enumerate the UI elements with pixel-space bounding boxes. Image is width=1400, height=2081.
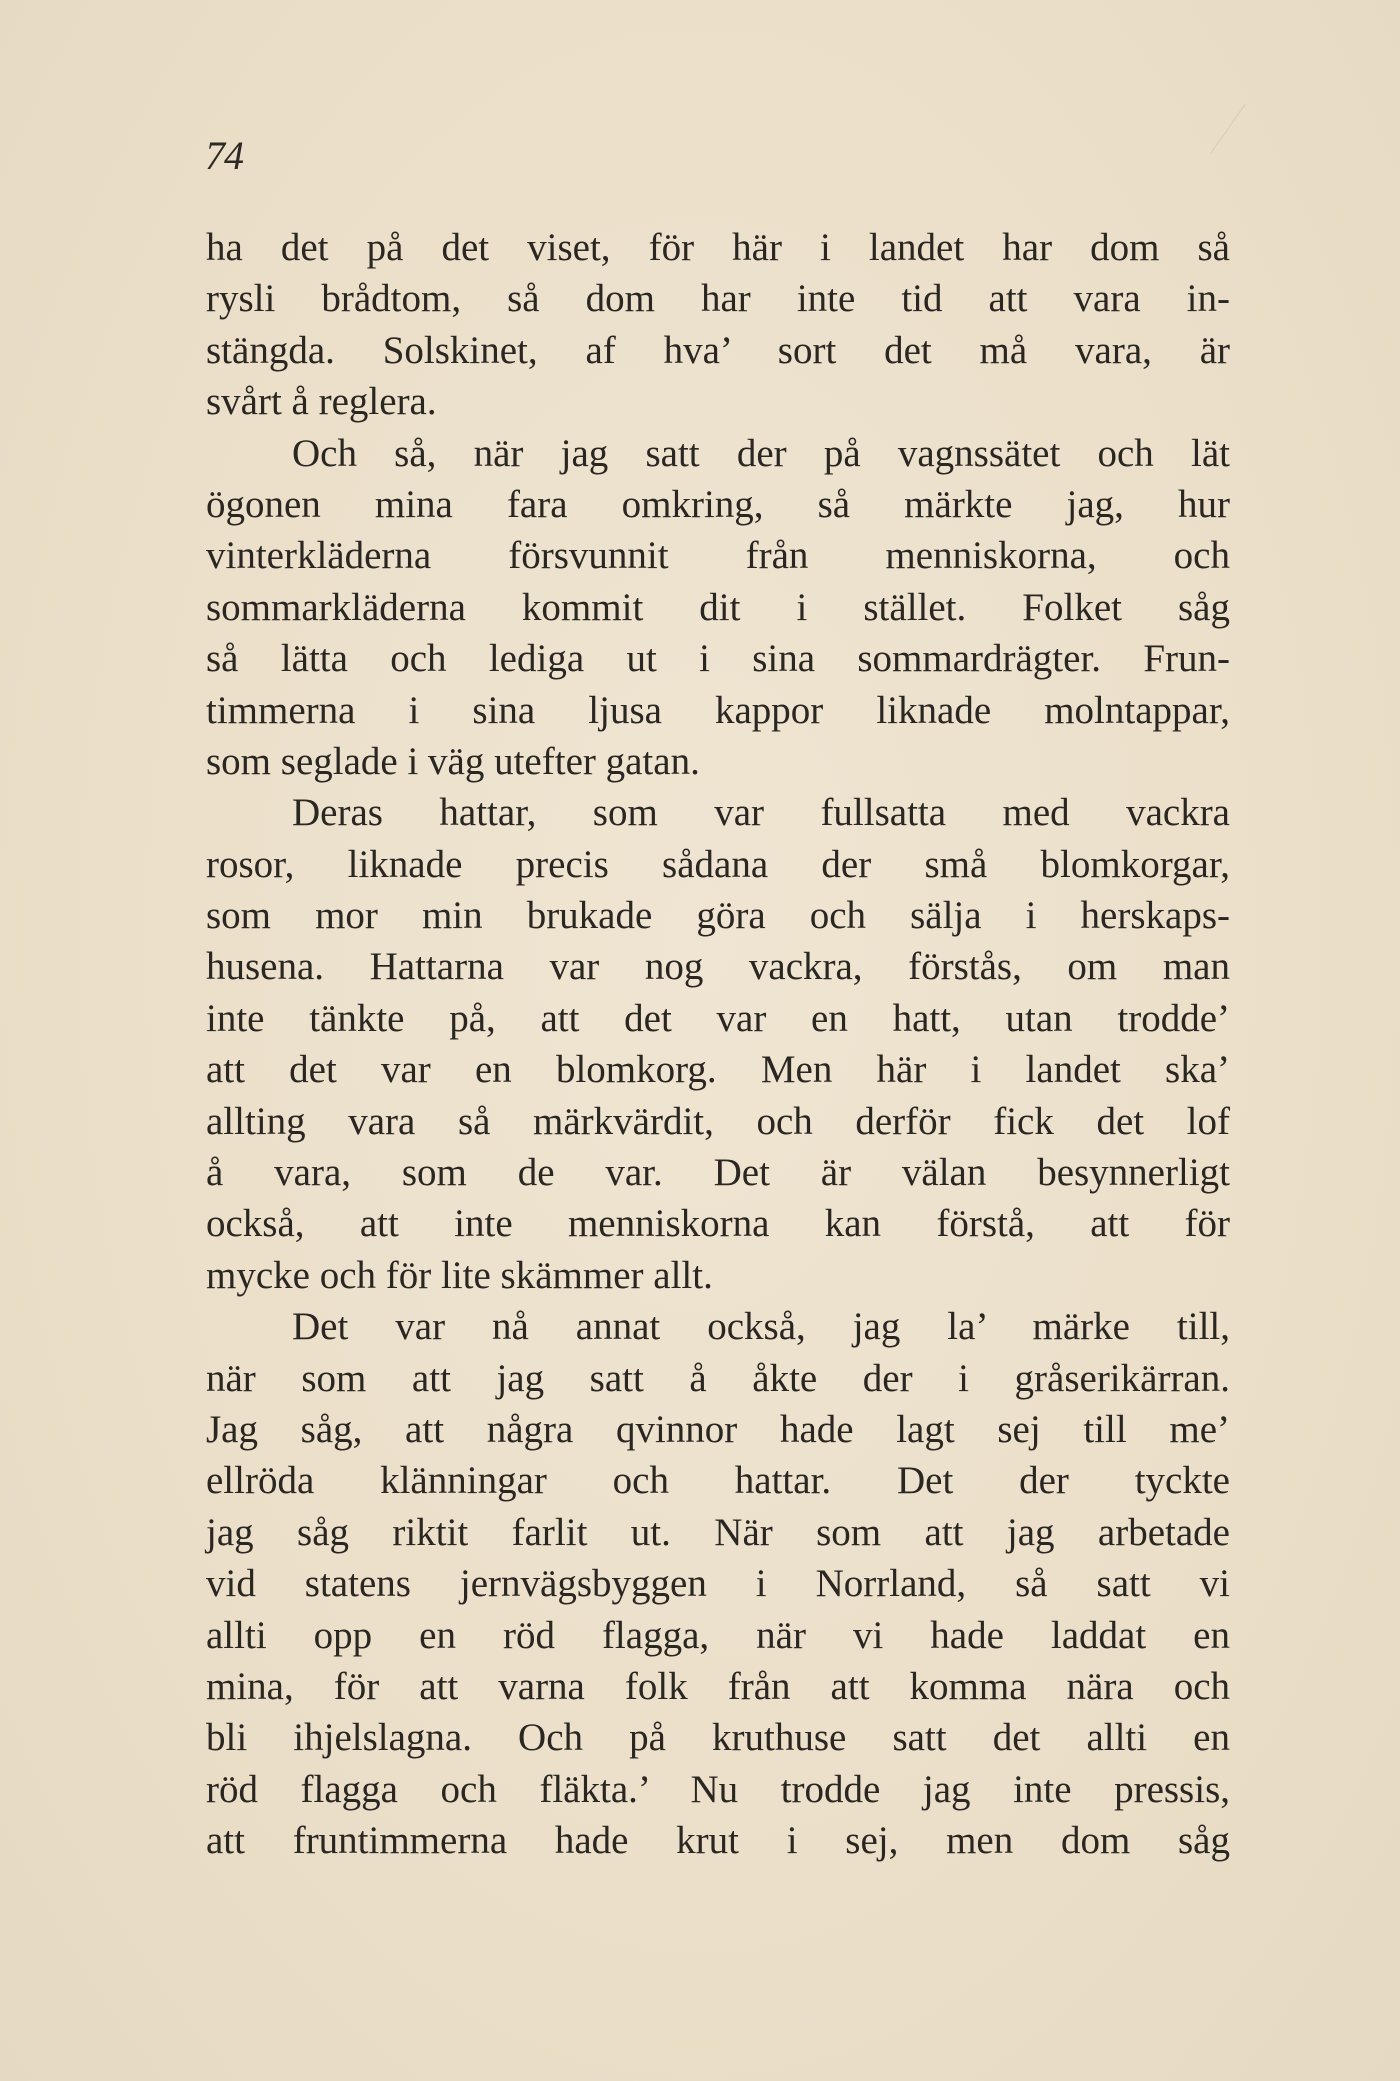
- text-line: ögonen mina fara omkring, så märkte jag, hur: [206, 482, 1230, 526]
- text-line: allting vara så märkvärdit, och derför fick det lof: [206, 1099, 1230, 1143]
- text-line: att det var en blomkorg. Men här i landet ska’: [206, 1048, 1230, 1092]
- text-line: stängda. Solskinet, af hva’ sort det må vara, är: [206, 328, 1230, 372]
- text-line: inte tänkte på, att det var en hatt, utan trodde’: [206, 996, 1230, 1040]
- text-line: rosor, liknade precis sådana der små blomkorgar,: [206, 842, 1230, 886]
- text-line: också, att inte menniskorna kan förstå, att för: [206, 1202, 1230, 1246]
- text-line: jag såg riktit farlit ut. När som att jag arbetade: [206, 1510, 1230, 1554]
- text-line: Det var nå annat också, jag la’ märke till,: [292, 1305, 1230, 1349]
- text-line: sommarkläderna kommit dit i stället. Folket såg: [206, 585, 1230, 629]
- text-line: ha det på det viset, för här i landet har dom så: [206, 226, 1230, 269]
- text-line: så lätta och lediga ut i sina sommardrägter. Frun-: [206, 637, 1230, 681]
- text-line: å vara, som de var. Det är välan besynnerligt: [206, 1151, 1230, 1195]
- text-line: allti opp en röd flagga, när vi hade laddat en: [206, 1613, 1230, 1657]
- text-line: vinterkläderna försvunnit från menniskorna, och: [206, 534, 1230, 578]
- text-line: rysli brådtom, så dom har inte tid att vara in-: [206, 277, 1230, 321]
- text-line: mina, för att varna folk från att komma nära och: [206, 1664, 1230, 1708]
- page-number: 74: [205, 133, 243, 178]
- text-line: vid statens jernvägsbyggen i Norrland, så satt vi: [206, 1562, 1230, 1606]
- text-line: som seglade i väg utefter gatan.: [206, 739, 700, 783]
- text-line: att fruntimmerna hade krut i sej, men dom såg: [206, 1819, 1230, 1863]
- text-line: svårt å reglera.: [206, 380, 437, 424]
- text-line: mycke och för lite skämmer allt.: [206, 1253, 713, 1297]
- text-line: röd flagga och fläkta.’ Nu trodde jag inte pressis,: [206, 1767, 1230, 1811]
- text-line: timmerna i sina ljusa kappor liknade molntappar,: [206, 688, 1230, 732]
- text-line: som mor min brukade göra och sälja i herskaps-: [206, 894, 1230, 938]
- text-line: Deras hattar, som var fullsatta med vackra: [292, 791, 1230, 835]
- paper-crease: [1211, 104, 1279, 177]
- text-line: ellröda klänningar och hattar. Det der tyckte: [206, 1459, 1230, 1503]
- text-line: husena. Hattarna var nog vackra, förstås, om man: [206, 945, 1230, 989]
- text-line: bli ihjelslagna. Och på kruthuse satt det allti en: [206, 1716, 1230, 1760]
- body-text: [206, 222, 1230, 1867]
- text-line: Och så, när jag satt der på vagnssätet och lät: [292, 431, 1230, 475]
- text-line: Jag såg, att några qvinnor hade lagt sej till me’: [206, 1407, 1230, 1451]
- text-line: när som att jag satt å åkte der i gråserikärran.: [206, 1356, 1230, 1400]
